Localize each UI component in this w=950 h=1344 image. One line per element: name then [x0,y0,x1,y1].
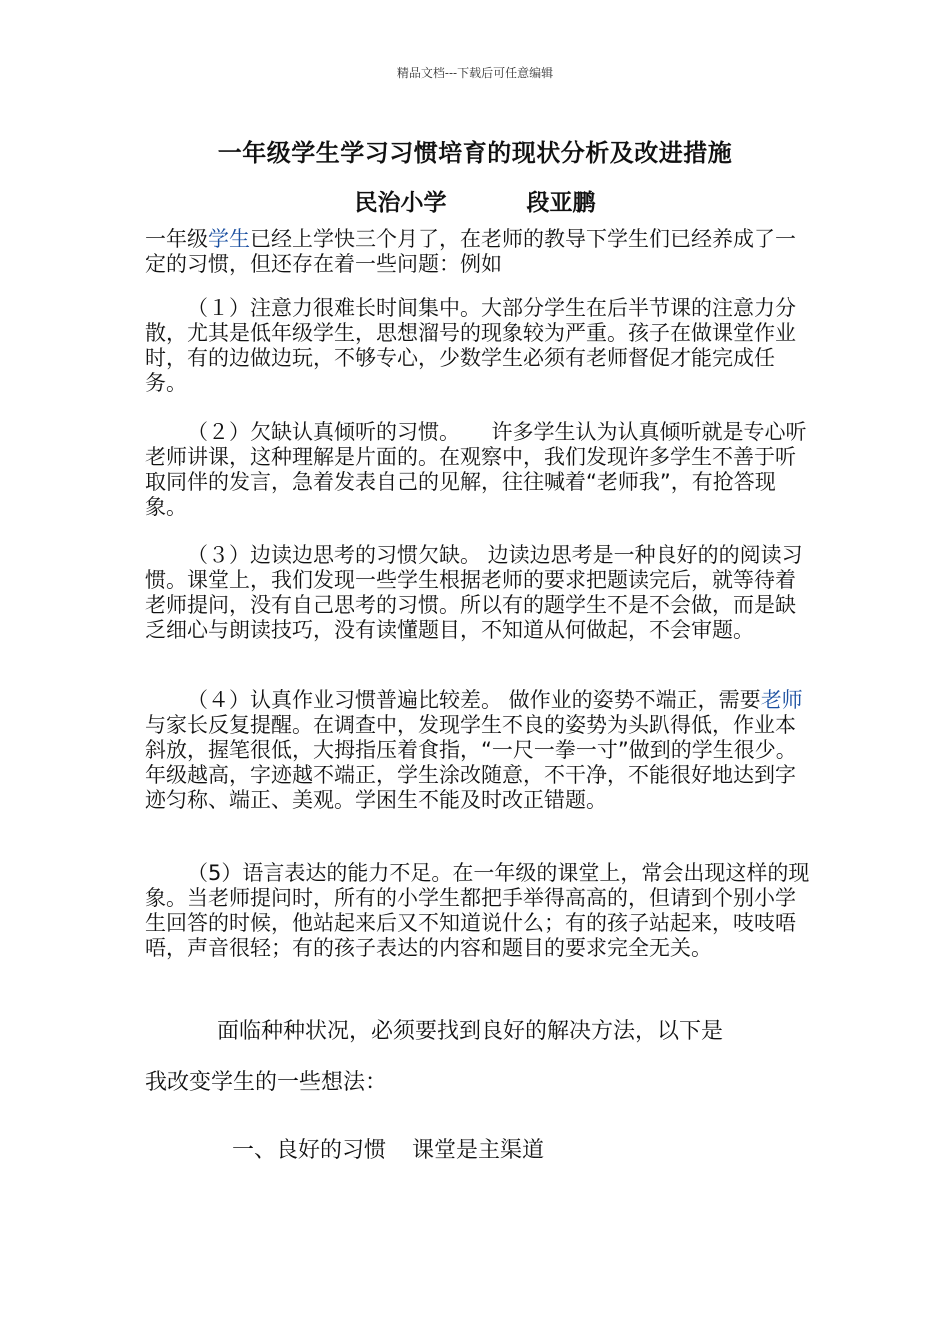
author-name: 段亚鹏 [526,190,596,216]
intro-text-post: 已经上学快三个月了，在老师的教导下学生们已经养成了一定的习惯，但还存在着一些问题：例如 [145,227,796,276]
item-4-text-post: 与家长反复提醒。在调查中，发现学生不良的姿势为头趴得低，作业本斜放，握笔很低，大拇指压着食指，“一尺一拳一寸”做到的学生很少。年级越高，字迹越不端正，学生涂改随意，不干净，不能很好地达到字迹匀称、端正、美观。学困生不能及时改正错题。 [145,713,797,812]
item-4-text-pre: （４）认真作业习惯普遍比较差。 做作业的姿势不端正，需要 [187,688,761,712]
item-3-text: （３）边读边思考的习惯欠缺。 边读边思考是一种良好的的阅读习惯。课堂上，我们发现一些学生根据老师的要求把题读完后，就等待着老师提问，没有自己思考的习惯。所以有的题学生不是不会做，而是缺乏细心与朗读技巧，没有读懂题目，不知道从何做起，不会审题。 [145,543,803,642]
item-paragraph-5 [145,861,810,961]
item-5-text: （5）语言表达的能力不足。在一年级的课堂上，常会出现这样的现象。当老师提问时，所有的小学生都把手举得高高的，但请到个别小学生回答的时候，他站起来后又不知道说什么；有的孩子站起来，吱吱唔唔，声音很轻；有的孩子表达的内容和题目的要求完全无关。 [145,861,810,960]
author-line [0,184,950,217]
transition-line-2: 我改变学生的一些想法： [145,1070,388,1095]
section-heading [232,1138,544,1164]
item-paragraph-3 [145,543,810,643]
intro-paragraph [145,227,810,277]
author-school: 民治小学 [354,190,447,216]
item-4-link-teacher[interactable]: 老师 [760,688,803,712]
transition-text-1: 面临种种状况，必须要找到良好的解决方法，以下是 [217,1019,724,1044]
intro-text-pre: 一年级 [145,227,208,251]
item-2-text: （２）欠缺认真倾听的习惯。 许多学生认为认真倾听就是专心听老师讲课，这种理解是片面的。在观察中，我们发现许多学生不善于听取同伴的发言，急着发表自己的见解，往往喊着“老师我”，有抢答现象。 [145,420,807,519]
document-title: 一年级学生学习习惯培育的现状分析及改进措施 [217,138,733,167]
item-paragraph-1 [145,296,810,396]
item-1-text: （１）注意力很难长时间集中。大部分学生在后半节课的注意力分散，尤其是低年级学生，思想溜号的现象较为严重。孩子在做课堂作业时，有的边做边玩，不够专心，少数学生必须有老师督促才能完成任务。 [145,296,796,395]
item-paragraph-4 [145,688,810,813]
transition-line-1 [145,1019,815,1045]
header-note: 精品文档---下载后可任意编辑 [396,66,554,80]
section-heading-number: 一、良好的习惯 [232,1138,387,1163]
intro-link-student[interactable]: 学生 [208,227,250,251]
section-heading-text: 课堂是主渠道 [412,1138,545,1163]
item-paragraph-2 [145,420,810,520]
